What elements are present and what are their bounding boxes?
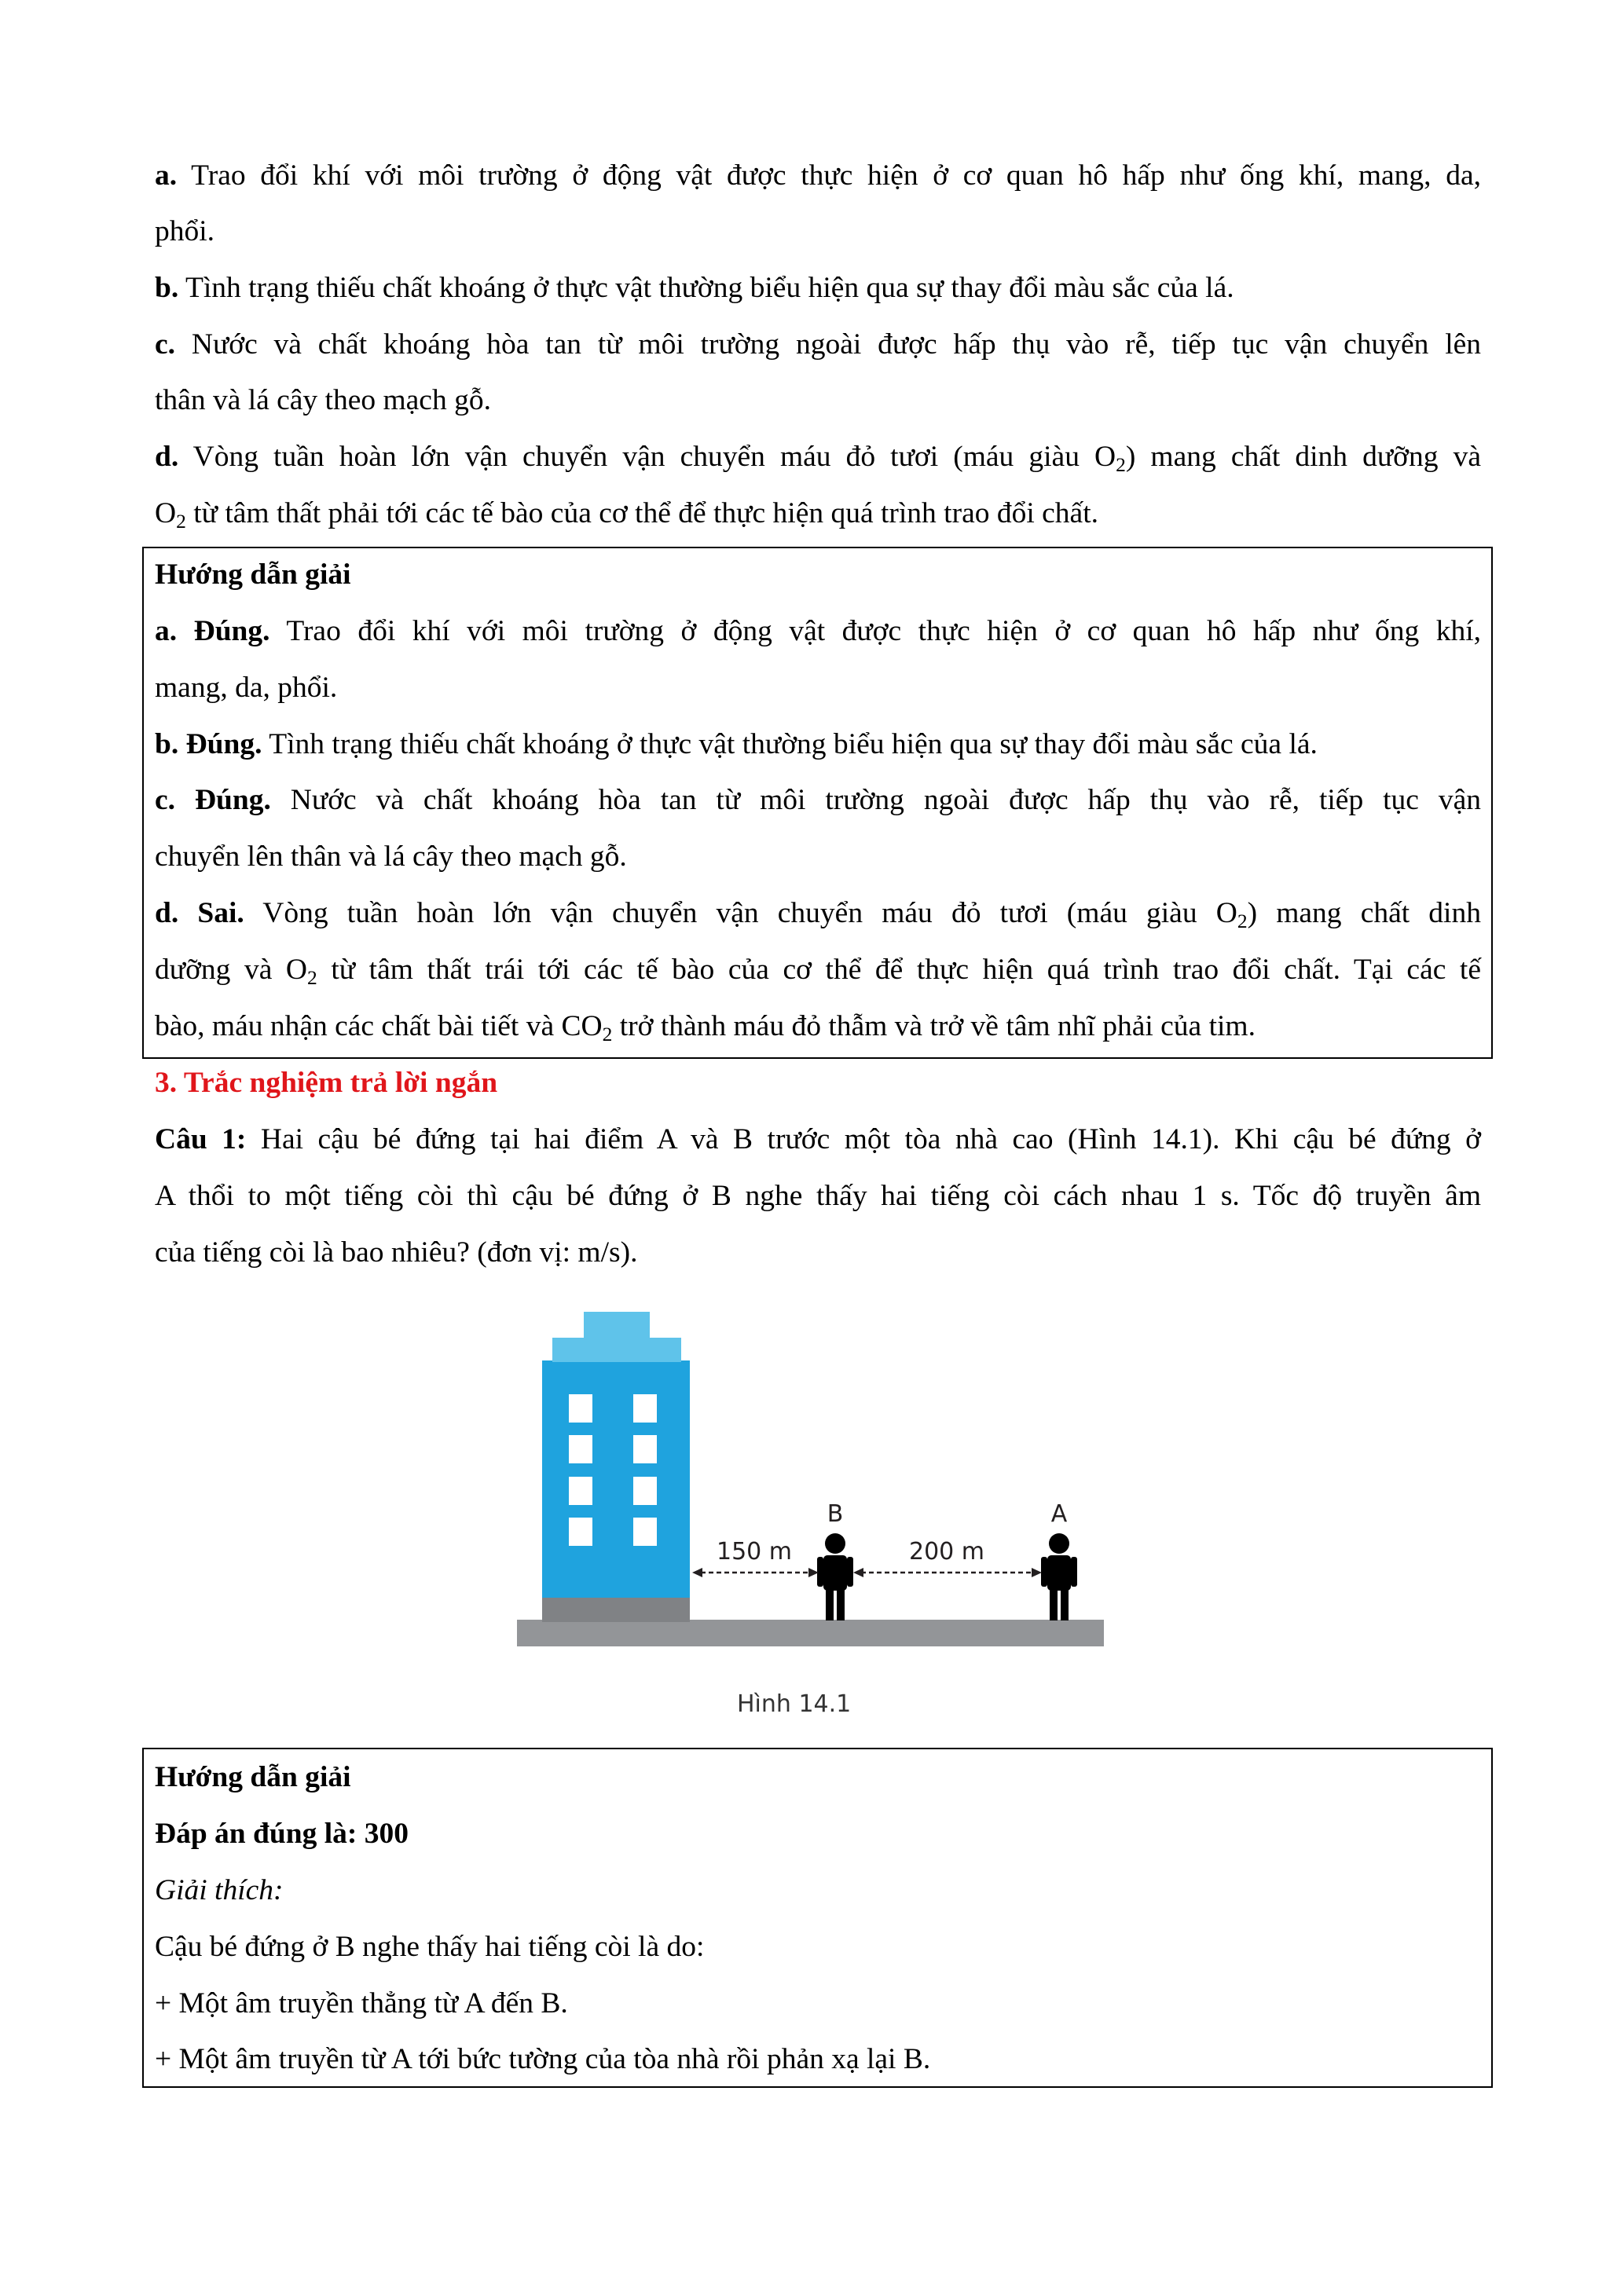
- verdict-b: b. Đúng.: [155, 728, 262, 760]
- building-base: [542, 1597, 690, 1622]
- window: [569, 1394, 592, 1423]
- text: từ tâm thất phải tới các tế bào của cơ thể để thực hiện quá trình trao đổi chất.: [185, 497, 1098, 529]
- statement-a-line-2: phổi.: [155, 215, 215, 247]
- statement-a-text: Trao đổi khí với môi trường ở động vật được thực hiện ở cơ quan hô hấp như ống khí, mang, da,: [191, 159, 1481, 192]
- figure-14-1: [503, 1288, 1116, 1744]
- subscript: 2: [176, 510, 186, 533]
- statement-b: [155, 273, 1481, 303]
- verdict-d: d. Sai.: [155, 897, 244, 929]
- text: từ tâm thất trái tới các tế bào của cơ thể để thực hiện quá trình trao đổi chất. Tại các tế: [317, 954, 1481, 986]
- figure-caption: Hình 14.1: [737, 1690, 852, 1718]
- solution-1-d-line-3: [155, 1010, 1481, 1046]
- question-1-line-2: A thổi to một tiếng còi thì cậu bé đứng ở B nghe thấy hai tiếng còi cách nhau 1 s. Tốc độ truyền âm: [155, 1180, 1481, 1212]
- text: ) mang chất dinh: [1247, 897, 1481, 929]
- statement-b-label: b.: [155, 272, 179, 304]
- window: [633, 1518, 657, 1546]
- building-roof: [552, 1338, 681, 1362]
- person-a-icon: [1041, 1533, 1077, 1620]
- text: Trao đổi khí với môi trường ở động vật được thực hiện ở cơ quan hô hấp như ống khí,: [269, 615, 1482, 647]
- text: Tình trạng thiếu chất khoáng ở thực vật thường biểu hiện qua sự thay đổi màu sắc của lá.: [262, 728, 1318, 760]
- solution-2-line-3: + Một âm truyền từ A tới bức tường của tòa nhà rồi phản xạ lại B.: [155, 2043, 931, 2075]
- solution-2-line-2: + Một âm truyền thẳng từ A đến B.: [155, 1987, 568, 2020]
- question-1-line-1: [155, 1125, 1481, 1155]
- solution-1-d-line-1: [155, 897, 1481, 933]
- building-top: [584, 1312, 650, 1339]
- statement-a-line-1: [155, 161, 1481, 191]
- subscript: 2: [1237, 910, 1248, 933]
- solution-1-c-line-2: chuyển lên thân và lá cây theo mạch gỗ.: [155, 840, 627, 873]
- solution-1-a-line-2: mang, da, phổi.: [155, 672, 338, 704]
- statement-a-label: a.: [155, 159, 178, 192]
- text: trở thành máu đỏ thẫm và trở về tâm nhĩ phải của tim.: [612, 1010, 1256, 1042]
- statement-d-text-b: ) mang chất dinh dưỡng và: [1125, 441, 1481, 473]
- question-1-line-3: của tiếng còi là bao nhiêu? (đơn vị: m/s).: [155, 1236, 638, 1269]
- building: [542, 1360, 690, 1598]
- solution-1-c-line-1: [155, 785, 1481, 815]
- label-b: B: [827, 1500, 844, 1528]
- subscript: 2: [1116, 453, 1126, 477]
- text: Nước và chất khoáng hòa tan từ môi trường ngoài được hấp thụ vào rễ, tiếp tục vận: [270, 784, 1482, 816]
- solution-2-explain-label: Giải thích:: [155, 1874, 284, 1906]
- label-a: A: [1050, 1500, 1068, 1528]
- window: [633, 1477, 657, 1505]
- statement-d-text-a: Vòng tuần hoàn lớn vận chuyển vận chuyển máu đỏ tươi (máu giàu O: [192, 441, 1116, 473]
- subscript: 2: [307, 966, 317, 990]
- text: bào, máu nhận các chất bài tiết và CO: [155, 1010, 603, 1042]
- window: [633, 1435, 657, 1463]
- person-b-icon: [817, 1533, 853, 1620]
- statement-b-text: Tình trạng thiếu chất khoáng ở thực vật thường biểu hiện qua sự thay đổi màu sắc của lá.: [185, 272, 1234, 304]
- statement-c-line-1: [155, 330, 1481, 360]
- question-1-label: Câu 1:: [155, 1123, 247, 1155]
- distance-150-label: 150 m: [716, 1538, 793, 1565]
- verdict-c: c. Đúng.: [155, 784, 271, 816]
- text: dưỡng và O: [155, 954, 308, 986]
- solution-1-b: [155, 730, 1481, 760]
- solution-1-heading: Hướng dẫn giải: [155, 558, 351, 591]
- solution-1-d-line-2: [155, 954, 1481, 990]
- verdict-a: a. Đúng.: [155, 615, 270, 647]
- solution-2-line-1: Cậu bé đứng ở B nghe thấy hai tiếng còi là do:: [155, 1931, 705, 1963]
- distance-200-label: 200 m: [908, 1538, 985, 1565]
- window: [569, 1518, 592, 1546]
- window: [569, 1435, 592, 1463]
- solution-2-answer: Đáp án đúng là: 300: [155, 1818, 409, 1850]
- ground: [517, 1620, 1104, 1646]
- solution-1-a-line-1: [155, 617, 1481, 646]
- text: O: [155, 497, 177, 529]
- text: Hai cậu bé đứng tại hai điểm A và B trước một tòa nhà cao (Hình 14.1). Khi cậu bé đứng ở: [246, 1123, 1481, 1155]
- solution-box-2: [142, 1748, 1493, 2088]
- statement-c-line-2: thân và lá cây theo mạch gỗ.: [155, 384, 491, 416]
- section-3-heading: 3. Trắc nghiệm trả lời ngắn: [155, 1067, 498, 1099]
- statement-c-text: Nước và chất khoáng hòa tan từ môi trường ngoài được hấp thụ vào rễ, tiếp tục vận chuyển lên: [191, 328, 1482, 361]
- window: [569, 1477, 592, 1505]
- statement-c-label: c.: [155, 328, 176, 361]
- subscript: 2: [602, 1023, 613, 1046]
- statement-d-line-1: [155, 441, 1481, 477]
- solution-2-heading: Hướng dẫn giải: [155, 1761, 351, 1793]
- window: [633, 1394, 657, 1423]
- text: Vòng tuần hoàn lớn vận chuyển vận chuyển máu đỏ tươi (máu giàu O: [244, 897, 1237, 929]
- statement-d-line-2: [155, 497, 1481, 533]
- statement-d-label: d.: [155, 441, 179, 473]
